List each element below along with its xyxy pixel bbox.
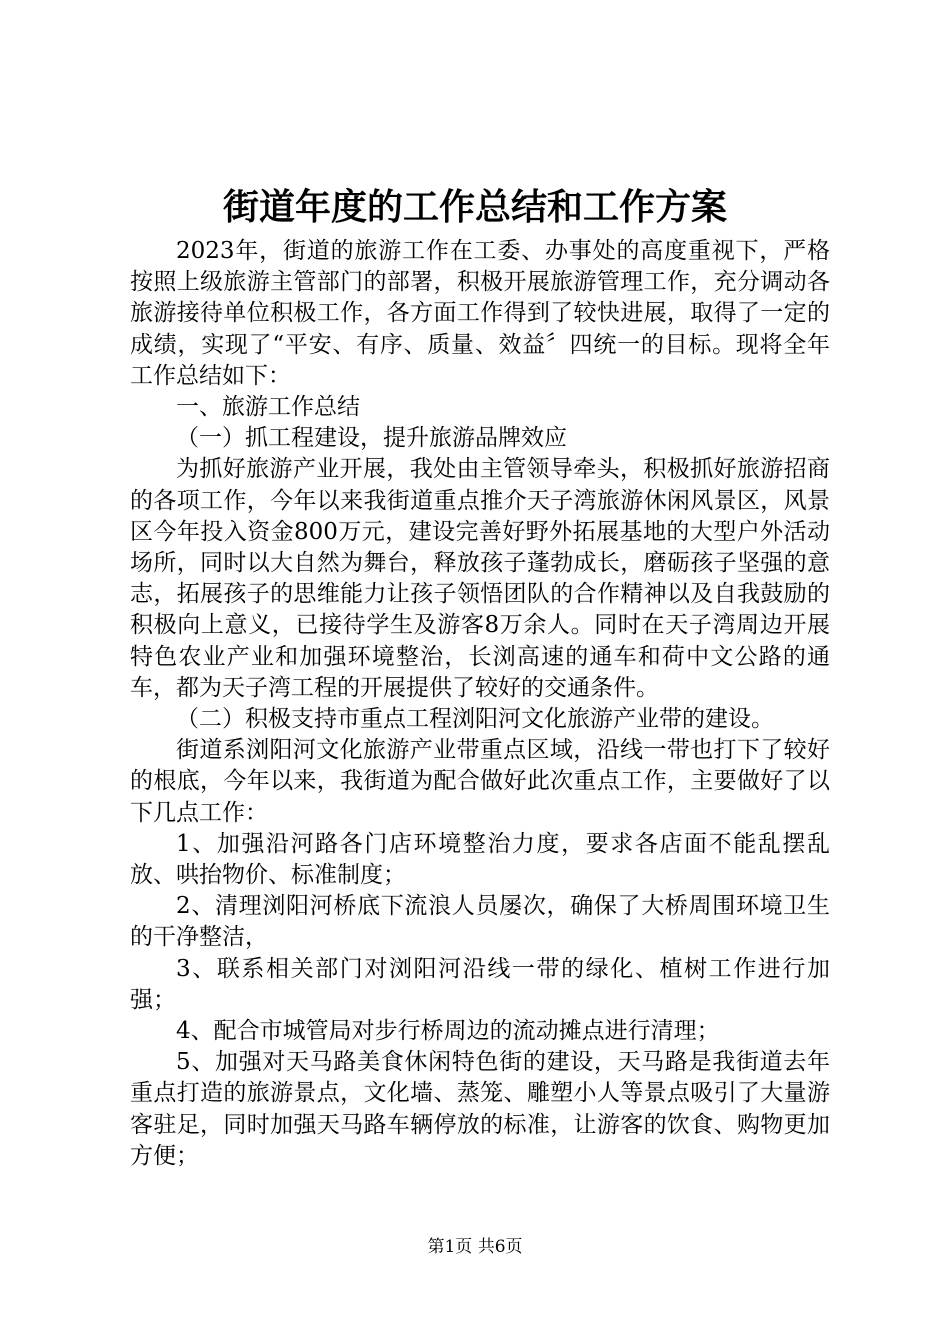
paragraph-tourism-investment: 为抓好旅游产业开展，我处由主管领导牵头，积极抓好旅游招商的各项工作，今年以来我街道重点推介天子湾旅游休闲风景区，风景区今年投入资金800万元，建设完善好野外拓展基地的大型户外活动场所，同时以大自然为舞台，释放孩子蓬勃成长，磨砺孩子坚强的意志，拓展孩子的思维能力让孩子领悟团队的合作精神以及自我鼓励的积极向上意义，已接待学生及游客8万余人。同时在天子湾周边开展特色农业产业和加强环境整治，长浏高速的通车和荷中文公路的通车，都为天子湾工程的开展提供了较好的交通条件。 xyxy=(130,456,830,701)
section-heading-1: 一、旅游工作总结 xyxy=(176,394,360,421)
subsection-heading-2: （二）积极支持市重点工程浏阳河文化旅游产业带的建设。 xyxy=(176,706,774,733)
page-footer: 第1页 共6页 xyxy=(427,1237,523,1257)
paragraph-intro: 2023年，街道的旅游工作在工委、办事处的高度重视下，严格按照上级旅游主管部门的部署，积极开展旅游管理工作，充分调动各旅游接待单位积极工作，各方面工作得到了较快进展，取得了一定的成绩，实现了“平安、有序、质量、效益〞四统一的目标。现将全年工作总结如下： xyxy=(130,238,830,389)
list-item-4: 4、配合市城管局对步行桥周边的流动摊点进行清理； xyxy=(176,1018,720,1045)
document-title: 街道年度的工作总结和工作方案 xyxy=(222,187,727,228)
list-item-5: 5、加强对天马路美食休闲特色街的建设，天马路是我街道去年重点打造的旅游景点，文化墙、蒸笼、雕塑小人等景点吸引了大量游客驻足，同时加强天马路车辆停放的标准，让游客的饮食、购物更加方便； xyxy=(130,1049,830,1169)
document-body xyxy=(130,236,830,1172)
subsection-heading-1: （一）抓工程建设，提升旅游品牌效应 xyxy=(176,425,567,452)
paragraph-liuyang-river: 街道系浏阳河文化旅游产业带重点区域，沿线一带也打下了较好的根底，今年以来，我街道为配合做好此次重点工作，主要做好了以下几点工作： xyxy=(130,737,830,826)
list-item-1: 1、加强沿河路各门店环境整治力度，要求各店面不能乱摆乱放、哄抬物价、标准制度； xyxy=(130,830,830,889)
list-item-2: 2、清理浏阳河桥底下流浪人员屡次，确保了大桥周围环境卫生的干净整洁， xyxy=(130,893,830,951)
list-item-3: 3、联系相关部门对浏阳河沿线一带的绿化、植树工作进行加强； xyxy=(130,955,830,1013)
